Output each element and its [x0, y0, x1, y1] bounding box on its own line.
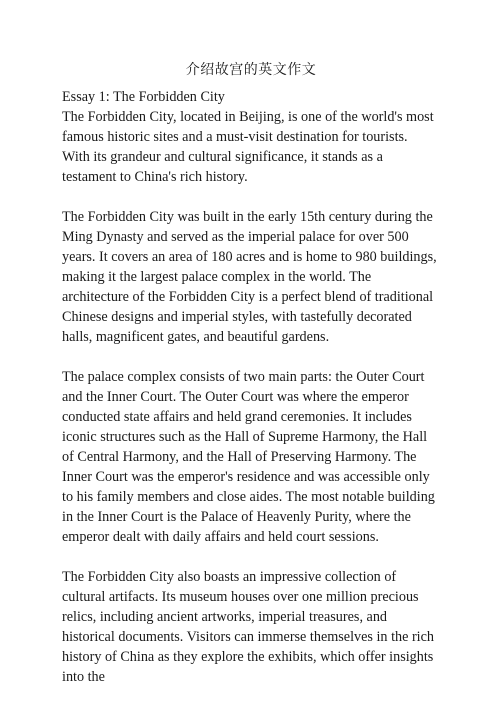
essay-heading: Essay 1: The Forbidden City: [62, 89, 225, 105]
paragraph-history: The Forbidden City was built in the early 15th century during the Ming Dynasty and served as the imperial palace for over 500 years. It covers an area of 180 acres and is home to 980 buildings, making it the largest palace complex in the world. The architecture of the Forbidden City is a perfect blend of traditional Chinese designs and imperial styles, with tastefully decorated halls, magnificent gates, and beautiful gardens.: [62, 209, 437, 345]
paragraph-intro: The Forbidden City, located in Beijing, is one of the world's most famous historic sites and a must-visit destination for tourists. With its grandeur and cultural significance, it stands as a testament to China's rich history.: [62, 109, 434, 185]
document-title: 介绍故宫的英文作文: [185, 62, 317, 78]
paragraph-artifacts: The Forbidden City also boasts an impressive collection of cultural artifacts. Its museum houses over one million precious relics, including ancient artworks, imperial treasures, and historical documents. Visitors can immerse themselves in the rich history of China as they explore the exhibits, which offer insights into the: [62, 569, 435, 685]
document-body: [62, 87, 438, 707]
paragraph-courts: The palace complex consists of two main parts: the Outer Court and the Inner Court. The Outer Court was where the emperor conducted state affairs and held grand ceremonies. It includes iconic structures such as the Hall of Supreme Harmony, the Hall of Central Harmony, and the Hall of Preserving Harmony. The Inner Court was the emperor's residence and was accessible only to his family members and close aides. The most notable building in the Inner Court is the Palace of Heavenly Purity, where the emperor dealt with daily affairs and held court sessions.: [62, 369, 435, 545]
